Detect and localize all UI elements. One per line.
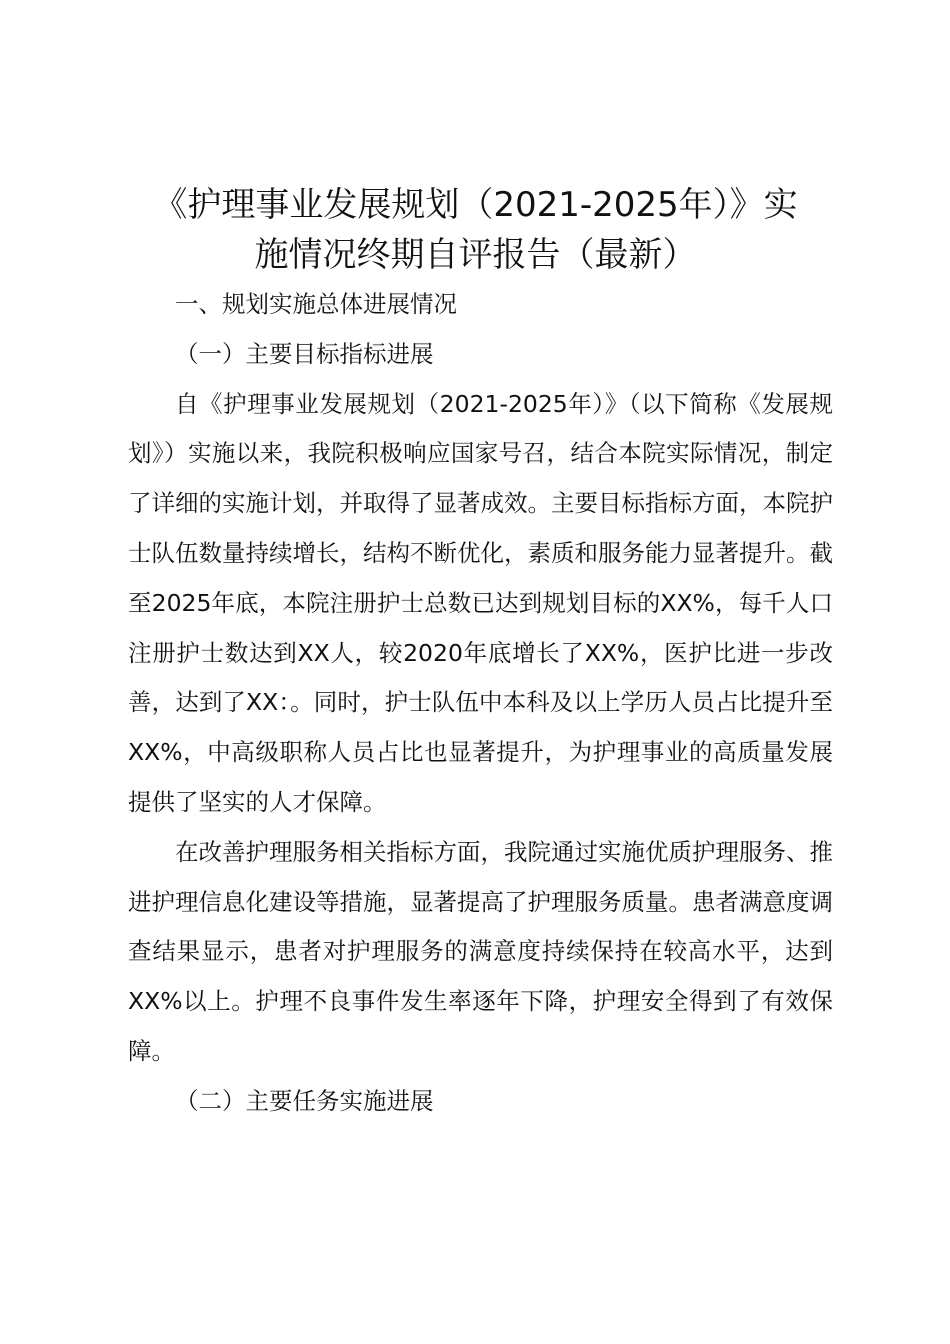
section-heading-1: 一、规划实施总体进展情况: [175, 290, 457, 318]
subsection-heading-2: （二）主要任务实施进展: [175, 1086, 434, 1115]
paragraph-1: 自《护理事业发展规划（2021-2025年）》（以下简称《发展规划》）实施以来，我院积极响应国家号召，结合本院实际情况，制定了详细的实施计划，并取得了显著成效。主要目标指标方面，本院护士队伍数量持续增长，结构不断优化，素质和服务能力显著提升。截至2025年底，本院注册护士总数已达到规划目标的XX%，每千人口注册护士数达到XX人，较2020年底增长了XX%，医护比进一步改善，达到了XX：。同时，护士队伍中本科及以上学历人员占比提升至XX%，中高级职称人员占比也显著提升，为护理事业的高质量发展提供了坚实的人才保障。: [128, 389, 833, 816]
document-body: [128, 280, 833, 1127]
document-title: [118, 180, 833, 280]
subsection-heading-1: （一）主要目标指标进展: [175, 339, 434, 368]
title-line-2: 施情况终期自评报告（最新）: [254, 235, 697, 275]
paragraph-2: 在改善护理服务相关指标方面，我院通过实施优质护理服务、推进护理信息化建设等措施，显著提高了护理服务质量。患者满意度调查结果显示，患者对护理服务的满意度持续保持在较高水平，达到XX%以上。护理不良事件发生率逐年下降，护理安全得到了有效保障。: [128, 837, 833, 1065]
title-line-1: 《护理事业发展规划（2021-2025年）》实: [153, 185, 798, 225]
